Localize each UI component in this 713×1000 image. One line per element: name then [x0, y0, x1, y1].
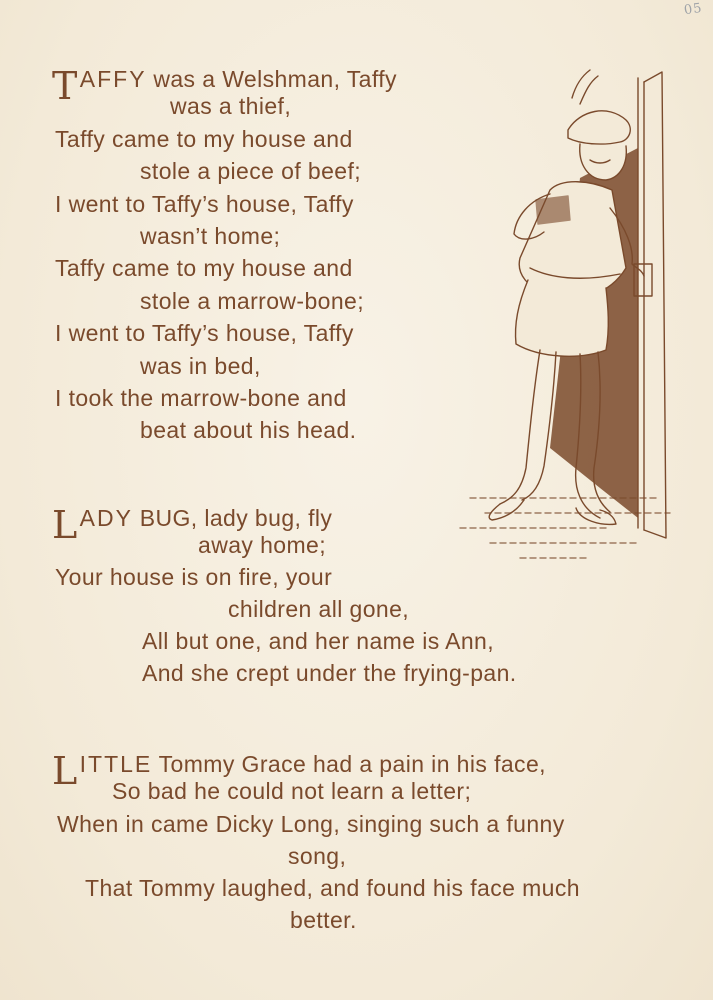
poem-line: stole a piece of beef; [140, 158, 362, 184]
poem-line: children all gone, [228, 596, 410, 622]
poem-line: That Tommy laughed, and found his face much [85, 875, 580, 901]
poem-line: So bad he could not learn a letter; [112, 778, 472, 804]
poem-line: I went to Taffy’s house, Taffy [55, 191, 354, 217]
poem-line: I went to Taffy’s house, Taffy [55, 320, 354, 346]
poem-line: song, [288, 843, 347, 869]
drop-cap: T [52, 64, 78, 108]
poem-line: All but one, and her name is Ann, [142, 628, 495, 654]
pencil-mark: 05 [683, 0, 704, 19]
poem-line: was in bed, [140, 353, 261, 379]
poem-line: was a thief, [170, 93, 292, 119]
poem-line: away home; [198, 532, 327, 558]
poem-line: Your house is on fire, your [55, 564, 333, 590]
poem-line: wasn’t home; [140, 223, 281, 249]
poem-line: And she crept under the frying-pan. [142, 660, 517, 686]
poem-line: stole a marrow-bone; [140, 288, 365, 314]
poem-line: Taffy came to my house and [55, 255, 353, 281]
drop-cap: L [52, 749, 78, 793]
poem-line: beat about his head. [140, 417, 357, 443]
poem-line: better. [290, 907, 357, 933]
drop-cap: L [52, 503, 78, 547]
poem-line: When in came Dicky Long, singing such a funny [57, 811, 565, 837]
man-at-door-illustration [430, 68, 690, 568]
poem-line: I took the marrow-bone and [55, 385, 347, 411]
poem-line: LADY BUG, lady bug, fly [52, 503, 333, 547]
poem-line: LITTLE Tommy Grace had a pain in his face, [52, 749, 546, 793]
poem-line: Taffy came to my house and [55, 126, 353, 152]
poem-line: TAFFY was a Welshman, Taffy [52, 64, 397, 108]
